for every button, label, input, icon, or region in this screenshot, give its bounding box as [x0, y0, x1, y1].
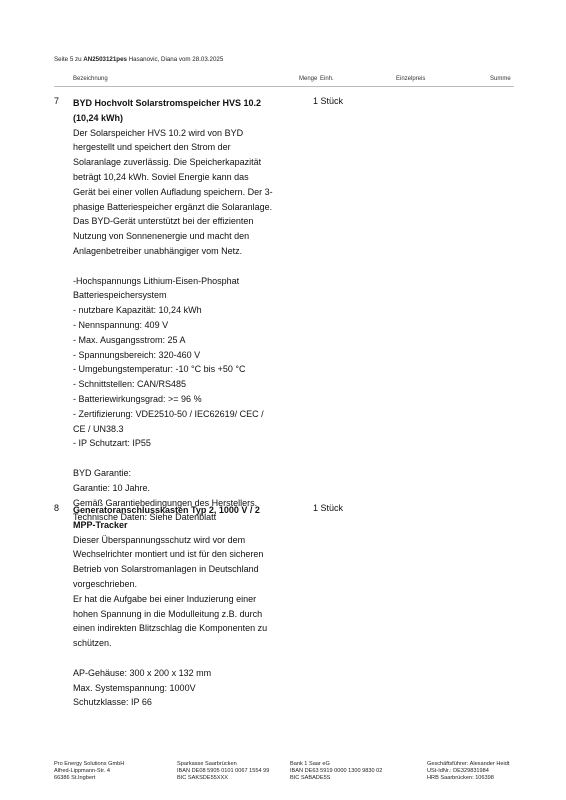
spec-line: - Zertifizierung: VDE2510-50 / IEC62619/ CEC /	[73, 408, 264, 419]
footer-line: USt-IdNr.: DE329831984	[427, 768, 489, 775]
desc-line: hohen Spannung in die Modulleitung z.B. durch	[73, 608, 263, 619]
spec-line: - Umgebungstemperatur: -10 °C bis +50 °C	[73, 364, 246, 375]
footer-bank-saar	[290, 761, 382, 783]
spec-line: AP-Gehäuse: 300 x 200 x 132 mm	[73, 667, 212, 678]
spec-line: CE / UN38.3	[73, 423, 124, 434]
header-divider	[54, 86, 514, 87]
footer-line: Alfred-Lippmann-Str. 4	[54, 768, 110, 775]
desc-line: Nutzung von Sonnenenergie und macht den	[73, 231, 250, 242]
desc-line: beträgt 10,24 kWh. Soviel Energie kann das	[73, 171, 249, 182]
document-number: AN2503121pes	[83, 56, 127, 63]
footer-line: HRB Saarbrücken: 106398	[427, 775, 494, 782]
paragraph-gap	[73, 259, 305, 274]
item-number: 8	[54, 503, 60, 513]
item-description	[73, 96, 305, 525]
col-menge: Menge	[299, 76, 318, 82]
spec-line: - Schnittstellen: CAN/RS485	[73, 379, 187, 390]
spec-line: - Max. Ausgangsstrom: 25 A	[73, 334, 186, 345]
spec-line: Batteriespeichersystem	[73, 290, 167, 301]
footer-bank-sparkasse	[177, 761, 269, 783]
footer-line: Bank 1 Saar eG	[290, 761, 330, 767]
item-title-line: Generatoranschlusskasten Typ 2, 1000 V / 2	[73, 505, 260, 515]
desc-line: Solaranlage zuverlässig. Die Speicherkapazität	[73, 157, 262, 168]
spec-line: Max. Systemspannung: 1000V	[73, 682, 196, 693]
spec-line: Schutzklasse: IP 66	[73, 697, 152, 708]
col-summe: Summe	[490, 76, 511, 82]
item-number: 7	[54, 96, 60, 106]
desc-line: Betrieb von Solarstromanlagen in Deutschland	[73, 564, 259, 575]
desc-line: schützen.	[73, 638, 112, 649]
paragraph-gap	[73, 451, 305, 466]
desc-line: Der Solarspeicher HVS 10.2 wird von BYD	[73, 127, 244, 138]
item-description	[73, 503, 305, 710]
item-title-line: MPP-Tracker	[73, 519, 128, 530]
desc-line: Wechselrichter montiert und ist für den sicheren	[73, 549, 264, 560]
desc-line: Gerät bei einer vollen Aufladung speichern. Der 3-	[73, 186, 273, 197]
footer-line: Sparkasse Saarbrücken	[177, 761, 237, 767]
page-header	[54, 56, 223, 63]
spec-line: - IP Schutzart: IP55	[73, 438, 151, 449]
spec-line: - Nennspannung: 409 V	[73, 319, 169, 330]
footer-line: BIC SAKSDE55XXX	[177, 775, 228, 782]
warranty-line: Technische Daten: Siehe Datenblatt	[73, 512, 217, 523]
column-header	[0, 76, 566, 86]
paragraph-gap	[73, 651, 305, 666]
col-einzelpreis: Einzelpreis	[396, 76, 426, 82]
page-label: Seite 5 zu	[54, 56, 82, 63]
footer-line: BIC SABADE5S	[290, 775, 331, 782]
footer-line: IBAN DE08 5905 0101 0067 1554 99	[177, 768, 270, 775]
item-title-line: BYD Hochvolt Solarstromspeicher HVS 10.2	[73, 98, 262, 108]
spec-line: - Batteriewirkungsgrad: >= 96 %	[73, 393, 202, 404]
warranty-line: Garantie: 10 Jahre.	[73, 482, 151, 493]
item-quantity: 1 Stück	[313, 503, 344, 513]
col-bezeichnung: Bezeichnung	[73, 76, 108, 82]
footer-line: Pro Energy Solutions GmbH	[54, 761, 125, 767]
item-quantity: 1 Stück	[313, 96, 344, 106]
spec-line: - Spannungsbereich: 320-460 V	[73, 349, 201, 360]
footer-management	[427, 761, 509, 783]
desc-line: Dieser Überspannungsschutz wird vor dem	[73, 534, 246, 545]
desc-line: einen indirekten Blitzschlag die Komponenten zu	[73, 623, 268, 634]
desc-line: vorgeschrieben.	[73, 578, 138, 589]
footer-line: IBAN DE63 5919 0000 1300 9830 02	[290, 768, 383, 775]
desc-line: Anlagenbetreiber unabhängiger vom Netz.	[73, 245, 243, 256]
desc-line: Das BYD-Gerät unterstützt bei der effizienten	[73, 216, 254, 227]
warranty-line: BYD Garantie:	[73, 467, 132, 478]
spec-line: - nutzbare Kapazität: 10,24 kWh	[73, 305, 202, 316]
desc-line: hergestellt und speichert den Strom der	[73, 142, 231, 153]
col-einh: Einh.	[320, 76, 334, 82]
customer-date: Hasanovic, Diana vom 28.03.2025	[128, 56, 224, 63]
spec-line: -Hochspannungs Lithium-Eisen-Phosphat	[73, 275, 240, 286]
warranty-line: Gemäß Garantiebedingungen des Herstellers.	[73, 497, 258, 508]
footer-line: 66386 St.Ingbert	[54, 775, 96, 782]
footer-line: Geschäftsführer: Alexander Heidt	[427, 761, 510, 767]
desc-line: Er hat die Aufgabe bei einer Induzierung einer	[73, 593, 257, 604]
item-title-line: (10,24 kWh)	[73, 112, 124, 123]
desc-line: phasige Batteriespeicher ergänzt die Solaranlage.	[73, 201, 273, 212]
footer-company	[54, 761, 124, 783]
